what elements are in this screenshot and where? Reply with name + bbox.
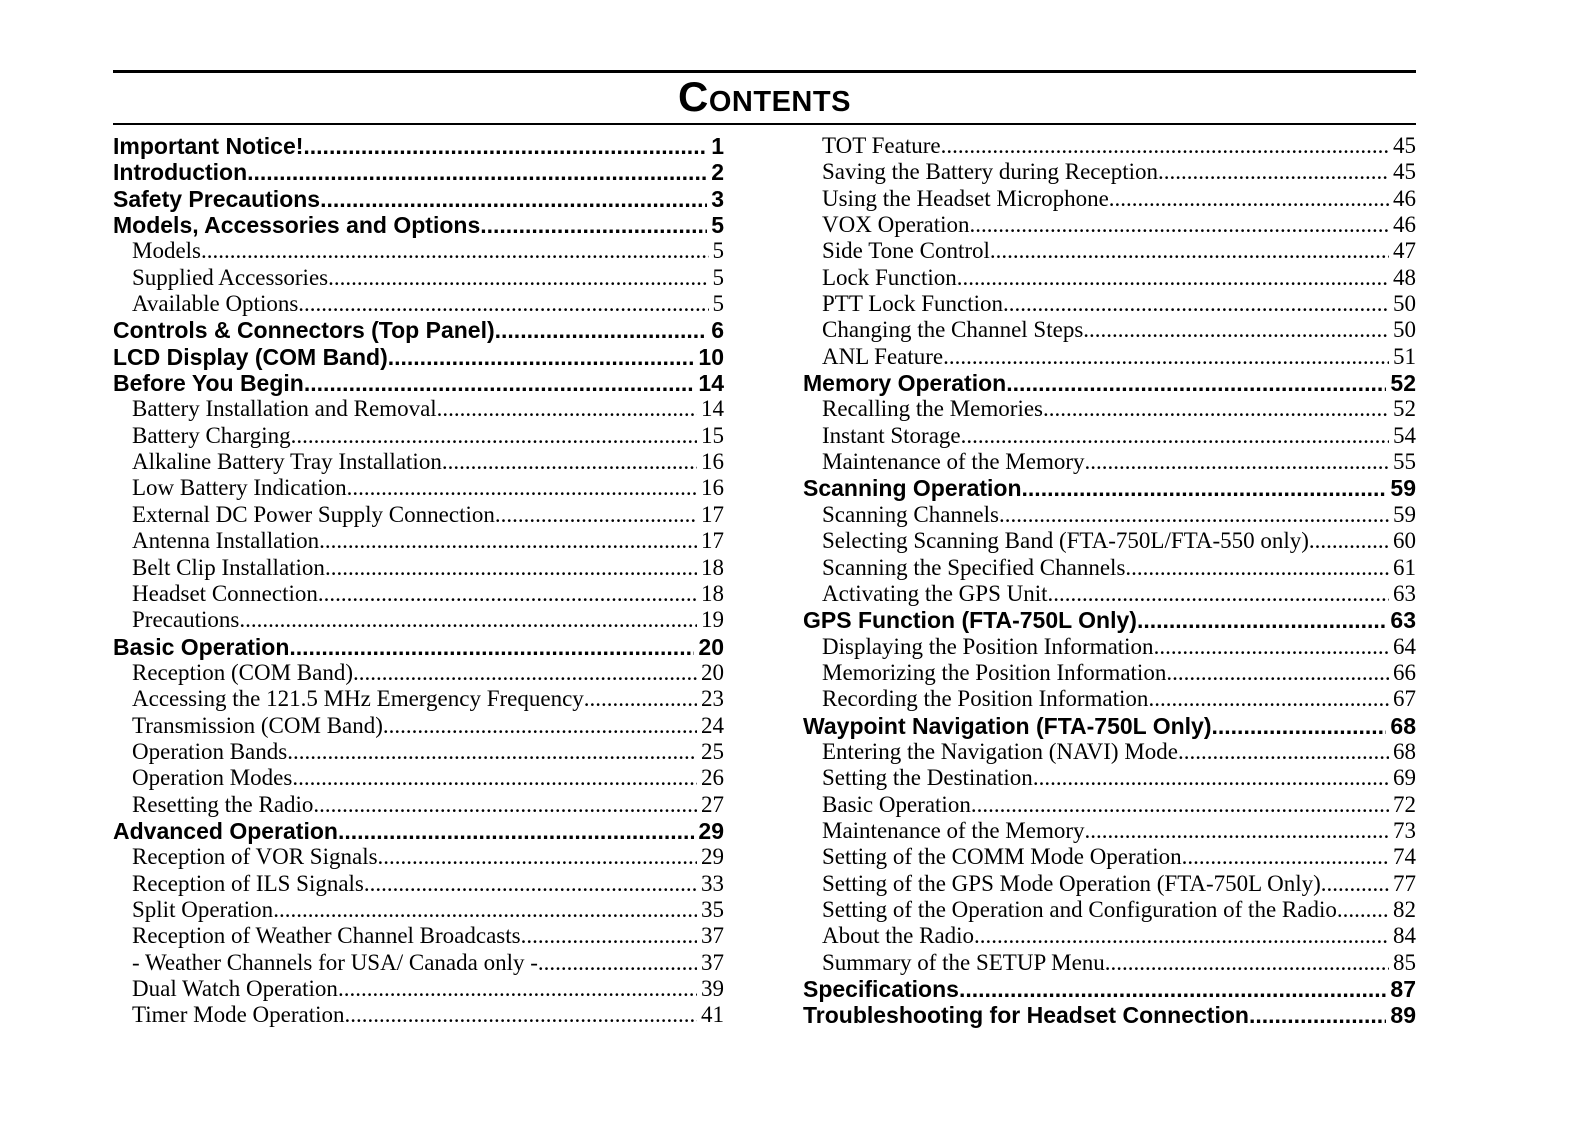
dot-leader bbox=[442, 449, 697, 475]
toc-subsection-entry[interactable] bbox=[113, 713, 724, 739]
toc-entry-label: Selecting Scanning Band (FTA-750L/FTA-550 only) bbox=[822, 528, 1309, 554]
toc-section-entry[interactable] bbox=[113, 344, 724, 370]
toc-entry-label: Basic Operation bbox=[113, 633, 290, 660]
dot-leader bbox=[1154, 634, 1389, 660]
toc-section-entry[interactable] bbox=[803, 713, 1416, 739]
toc-entry-label: Side Tone Control bbox=[822, 238, 990, 264]
toc-entry-page-number: 10 bbox=[698, 343, 724, 370]
toc-subsection-entry[interactable] bbox=[113, 291, 724, 317]
toc-entry-label: Headset Connection bbox=[132, 580, 318, 606]
dot-leader bbox=[201, 238, 709, 264]
toc-entry-page-number: 5 bbox=[712, 291, 724, 317]
toc-entry-page-number: 14 bbox=[701, 396, 724, 422]
toc-subsection-entry[interactable] bbox=[113, 238, 724, 264]
dot-leader bbox=[247, 159, 707, 185]
toc-entry-page-number: 16 bbox=[701, 475, 724, 501]
dot-leader bbox=[538, 950, 697, 976]
dot-leader bbox=[239, 607, 697, 633]
toc-entry-page-number: 85 bbox=[1393, 949, 1416, 975]
toc-subsection-entry[interactable] bbox=[113, 923, 724, 949]
toc-entry-page-number: 61 bbox=[1393, 554, 1416, 580]
toc-subsection-entry[interactable] bbox=[113, 423, 724, 449]
toc-entry-page-number: 46 bbox=[1393, 185, 1416, 211]
toc-subsection-entry[interactable] bbox=[803, 502, 1416, 528]
toc-subsection-entry[interactable] bbox=[803, 792, 1416, 818]
toc-entry-page-number: 25 bbox=[701, 738, 724, 764]
toc-subsection-entry[interactable] bbox=[803, 555, 1416, 581]
dot-leader bbox=[1006, 370, 1386, 396]
toc-entry-label: Advanced Operation bbox=[113, 817, 338, 844]
dot-leader bbox=[971, 792, 1389, 818]
toc-entry-page-number: 74 bbox=[1393, 844, 1416, 870]
toc-entry-page-number: 26 bbox=[701, 765, 724, 791]
dot-leader bbox=[1003, 291, 1389, 317]
toc-entry-label: Lock Function bbox=[822, 264, 957, 290]
toc-entry-page-number: 18 bbox=[701, 554, 724, 580]
toc-subsection-entry[interactable] bbox=[803, 423, 1416, 449]
toc-section-entry[interactable] bbox=[113, 317, 724, 343]
toc-entry-label: Battery Charging bbox=[132, 422, 291, 448]
toc-entry-label: Troubleshooting for Headset Connection bbox=[803, 1002, 1249, 1029]
toc-entry-page-number: 17 bbox=[701, 501, 724, 527]
toc-entry-label: VOX Operation bbox=[822, 212, 970, 238]
dot-leader bbox=[292, 765, 697, 791]
toc-entry-page-number: 37 bbox=[701, 923, 724, 949]
toc-entry-page-number: 5 bbox=[712, 238, 724, 264]
toc-entry-label: Reception of VOR Signals bbox=[132, 844, 378, 870]
dot-leader bbox=[325, 555, 697, 581]
toc-entry-page-number: 52 bbox=[1390, 370, 1416, 397]
dot-leader bbox=[480, 212, 707, 238]
toc-entry-page-number: 66 bbox=[1393, 659, 1416, 685]
dot-leader bbox=[287, 739, 697, 765]
dot-leader bbox=[1148, 686, 1389, 712]
toc-subsection-entry[interactable] bbox=[803, 950, 1416, 976]
dot-leader bbox=[970, 212, 1389, 238]
toc-subsection-entry[interactable] bbox=[113, 950, 724, 976]
dot-leader bbox=[353, 660, 697, 686]
toc-entry-page-number: 46 bbox=[1393, 212, 1416, 238]
toc-entry-page-number: 59 bbox=[1393, 501, 1416, 527]
toc-entry-page-number: 73 bbox=[1393, 817, 1416, 843]
toc-subsection-entry[interactable] bbox=[803, 133, 1416, 159]
dot-leader bbox=[957, 265, 1389, 291]
dot-leader bbox=[345, 1002, 697, 1028]
toc-entry-page-number: 6 bbox=[711, 317, 724, 344]
toc-subsection-entry[interactable] bbox=[113, 739, 724, 765]
dot-leader bbox=[1043, 396, 1389, 422]
dot-leader bbox=[521, 923, 697, 949]
toc-entry-label: Antenna Installation bbox=[132, 528, 320, 554]
dot-leader bbox=[303, 133, 707, 159]
toc-entry-label: TOT Feature bbox=[822, 133, 941, 158]
toc-subsection-entry[interactable] bbox=[113, 765, 724, 791]
dot-leader bbox=[990, 238, 1389, 264]
dot-leader bbox=[959, 976, 1386, 1002]
dot-leader bbox=[1125, 555, 1389, 581]
dot-leader bbox=[319, 528, 697, 554]
toc-subsection-entry[interactable] bbox=[803, 844, 1416, 870]
toc-subsection-entry[interactable] bbox=[113, 660, 724, 686]
toc-subsection-entry[interactable] bbox=[113, 581, 724, 607]
toc-subsection-entry[interactable] bbox=[113, 528, 724, 554]
toc-entry-label: Scanning Channels bbox=[822, 501, 999, 527]
toc-subsection-entry[interactable] bbox=[803, 686, 1416, 712]
dot-leader bbox=[1137, 607, 1386, 633]
toc-entry-page-number: 2 bbox=[711, 159, 724, 186]
dot-leader bbox=[273, 897, 697, 923]
dot-leader bbox=[328, 265, 708, 291]
toc-entry-label: Maintenance of the Memory bbox=[822, 817, 1085, 843]
dot-leader bbox=[320, 186, 707, 212]
toc-entry-label: Battery Installation and Removal bbox=[132, 396, 437, 422]
toc-entry-label: - Weather Channels for USA/ Canada only - bbox=[132, 949, 538, 975]
toc-subsection-entry[interactable] bbox=[803, 660, 1416, 686]
toc-entry-page-number: 68 bbox=[1390, 712, 1416, 739]
toc-entry-label: External DC Power Supply Connection bbox=[132, 501, 495, 527]
toc-entry-page-number: 55 bbox=[1393, 449, 1416, 475]
toc-subsection-entry[interactable] bbox=[803, 528, 1416, 554]
toc-entry-page-number: 19 bbox=[701, 607, 724, 633]
toc-subsection-entry[interactable] bbox=[803, 871, 1416, 897]
toc-entry-label: Operation Bands bbox=[132, 738, 288, 764]
toc-entry-page-number: 72 bbox=[1393, 791, 1416, 817]
toc-subsection-entry[interactable] bbox=[803, 818, 1416, 844]
toc-entry-label: Setting of the COMM Mode Operation bbox=[822, 844, 1182, 870]
dot-leader bbox=[1166, 660, 1389, 686]
dot-leader bbox=[1033, 765, 1389, 791]
toc-entry-label: Memory Operation bbox=[803, 370, 1007, 397]
toc-subsection-entry[interactable] bbox=[113, 502, 724, 528]
toc-subsection-entry[interactable] bbox=[803, 317, 1416, 343]
toc-subsection-entry[interactable] bbox=[113, 1002, 724, 1028]
toc-entry-label: PTT Lock Function bbox=[822, 291, 1004, 317]
dot-leader bbox=[495, 502, 697, 528]
dot-leader bbox=[1085, 818, 1390, 844]
toc-entry-label: Controls & Connectors (Top Panel) bbox=[113, 317, 495, 344]
toc-entry-label: Instant Storage bbox=[822, 422, 961, 448]
toc-subsection-entry[interactable] bbox=[803, 739, 1416, 765]
dot-leader bbox=[1158, 159, 1389, 185]
dot-leader bbox=[1085, 449, 1390, 475]
dot-leader bbox=[1182, 844, 1389, 870]
toc-entry-label: Scanning the Specified Channels bbox=[822, 554, 1126, 580]
toc-entry-label: Memorizing the Position Information bbox=[822, 659, 1167, 685]
toc-entry-label: Entering the Navigation (NAVI) Mode bbox=[822, 738, 1178, 764]
dot-leader bbox=[1212, 713, 1387, 739]
toc-entry-label: Models bbox=[132, 238, 201, 264]
toc-entry-page-number: 51 bbox=[1393, 343, 1416, 369]
dot-leader bbox=[388, 344, 695, 370]
toc-subsection-entry[interactable] bbox=[803, 265, 1416, 291]
toc-entry-page-number: 5 bbox=[711, 212, 724, 239]
toc-entry-label: Reception (COM Band) bbox=[132, 659, 354, 685]
toc-entry-label: Reception of Weather Channel Broadcasts bbox=[132, 923, 521, 949]
toc-entry-label: Reception of ILS Signals bbox=[132, 870, 364, 896]
toc-entry-page-number: 52 bbox=[1393, 396, 1416, 422]
toc-entry-page-number: 60 bbox=[1393, 528, 1416, 554]
toc-subsection-entry[interactable] bbox=[803, 212, 1416, 238]
toc-entry-label: Resetting the Radio bbox=[132, 791, 314, 817]
toc-subsection-entry[interactable] bbox=[803, 634, 1416, 660]
toc-subsection-entry[interactable] bbox=[113, 555, 724, 581]
toc-entry-label: Using the Headset Microphone bbox=[822, 185, 1109, 211]
dot-leader bbox=[289, 634, 694, 660]
toc-subsection-entry[interactable] bbox=[113, 265, 724, 291]
toc-entry-page-number: 48 bbox=[1393, 264, 1416, 290]
toc-subsection-entry[interactable] bbox=[113, 449, 724, 475]
dot-leader bbox=[291, 423, 697, 449]
toc-subsection-entry[interactable] bbox=[113, 396, 724, 422]
toc-entry-label: ANL Feature bbox=[822, 343, 944, 369]
dot-leader bbox=[1109, 186, 1389, 212]
toc-entry-page-number: 15 bbox=[701, 422, 724, 448]
toc-entry-label: Transmission (COM Band) bbox=[132, 712, 383, 738]
toc-subsection-entry[interactable] bbox=[803, 159, 1416, 185]
toc-subsection-entry[interactable] bbox=[113, 475, 724, 501]
toc-entry-page-number: 69 bbox=[1393, 765, 1416, 791]
toc-section-entry[interactable] bbox=[113, 818, 724, 844]
toc-entry-label: LCD Display (COM Band) bbox=[113, 343, 388, 370]
toc-entry-page-number: 59 bbox=[1390, 475, 1416, 502]
toc-entry-page-number: 37 bbox=[701, 949, 724, 975]
toc-entry-page-number: 23 bbox=[701, 686, 724, 712]
toc-subsection-entry[interactable] bbox=[113, 897, 724, 923]
toc-entry-page-number: 63 bbox=[1393, 580, 1416, 606]
toc-entry-page-number: 77 bbox=[1393, 870, 1416, 896]
dot-leader bbox=[437, 396, 697, 422]
dot-leader bbox=[347, 475, 697, 501]
toc-left-column bbox=[113, 133, 724, 1029]
toc-entry-page-number: 16 bbox=[701, 449, 724, 475]
toc-entry-label: Dual Watch Operation bbox=[132, 976, 338, 1001]
toc-entry-page-number: 29 bbox=[701, 844, 724, 870]
toc-entry-page-number: 45 bbox=[1393, 133, 1416, 158]
toc-section-entry[interactable] bbox=[803, 370, 1416, 396]
toc-entry-label: Low Battery Indication bbox=[132, 475, 347, 501]
dot-leader bbox=[495, 317, 708, 343]
dot-leader bbox=[304, 370, 695, 396]
dot-leader bbox=[584, 686, 697, 712]
dot-leader bbox=[1321, 871, 1389, 897]
dot-leader bbox=[999, 502, 1389, 528]
dot-leader bbox=[298, 291, 708, 317]
toc-subsection-entry[interactable] bbox=[803, 449, 1416, 475]
toc-subsection-entry[interactable] bbox=[803, 291, 1416, 317]
toc-entry-page-number: 54 bbox=[1393, 422, 1416, 448]
toc-section-entry[interactable] bbox=[113, 212, 724, 238]
toc-entry-label: Before You Begin bbox=[113, 370, 304, 397]
toc-subsection-entry[interactable] bbox=[113, 871, 724, 897]
toc-subsection-entry[interactable] bbox=[803, 923, 1416, 949]
toc-entry-page-number: 41 bbox=[701, 1002, 724, 1028]
toc-entry-page-number: 67 bbox=[1393, 686, 1416, 712]
toc-entry-page-number: 27 bbox=[701, 791, 724, 817]
toc-entry-label: Timer Mode Operation bbox=[132, 1002, 345, 1028]
toc-section-entry[interactable] bbox=[113, 370, 724, 396]
toc-entry-label: Available Options bbox=[132, 291, 299, 317]
toc-entry-label: Recalling the Memories bbox=[822, 396, 1043, 422]
toc-entry-page-number: 20 bbox=[701, 659, 724, 685]
dot-leader bbox=[1022, 475, 1387, 501]
toc-entry-label: Accessing the 121.5 MHz Emergency Frequency bbox=[132, 686, 584, 712]
toc-section-entry[interactable] bbox=[803, 475, 1416, 501]
toc-entry-page-number: 29 bbox=[698, 817, 724, 844]
toc-entry-page-number: 1 bbox=[711, 133, 724, 159]
toc-entry-page-number: 47 bbox=[1393, 238, 1416, 264]
toc-section-entry[interactable] bbox=[113, 186, 724, 212]
toc-entry-page-number: 64 bbox=[1393, 633, 1416, 659]
toc-section-entry[interactable] bbox=[803, 976, 1416, 1002]
toc-entry-page-number: 33 bbox=[701, 870, 724, 896]
toc-entry-label: Precautions bbox=[132, 607, 240, 633]
toc-entry-label: Maintenance of the Memory bbox=[822, 449, 1085, 475]
page-title: Contents bbox=[678, 73, 851, 120]
toc-entry-page-number: 18 bbox=[701, 580, 724, 606]
toc-entry-label: About the Radio bbox=[822, 923, 975, 949]
toc-section-entry[interactable] bbox=[113, 159, 724, 185]
toc-section-entry[interactable] bbox=[803, 607, 1416, 633]
toc-entry-label: Introduction bbox=[113, 159, 248, 186]
toc-entry-label: GPS Function (FTA-750L Only) bbox=[803, 607, 1137, 634]
toc-entry-page-number: 24 bbox=[701, 712, 724, 738]
toc-entry-label: Safety Precautions bbox=[113, 185, 321, 212]
dot-leader bbox=[974, 923, 1389, 949]
toc-entry-page-number: 82 bbox=[1393, 896, 1416, 922]
toc-subsection-entry[interactable] bbox=[803, 238, 1416, 264]
toc-subsection-entry[interactable] bbox=[113, 607, 724, 633]
toc-entry-page-number: 35 bbox=[701, 896, 724, 922]
toc-entry-page-number: 50 bbox=[1393, 291, 1416, 317]
toc-right-column bbox=[803, 133, 1416, 1029]
dot-leader bbox=[1048, 581, 1389, 607]
toc-entry-page-number: 89 bbox=[1390, 1002, 1416, 1029]
toc-entry-label: Summary of the SETUP Menu bbox=[822, 949, 1105, 975]
toc-entry-label: Changing the Channel Steps bbox=[822, 317, 1084, 343]
dot-leader bbox=[1083, 317, 1389, 343]
toc-entry-label: Specifications bbox=[803, 976, 959, 1002]
toc-section-entry[interactable] bbox=[113, 634, 724, 660]
toc-entry-label: Basic Operation bbox=[822, 791, 971, 817]
dot-leader bbox=[338, 818, 694, 844]
toc-entry-page-number: 17 bbox=[701, 528, 724, 554]
toc-entry-page-number: 50 bbox=[1393, 317, 1416, 343]
toc-entry-label: Setting the Destination bbox=[822, 765, 1033, 791]
toc-subsection-entry[interactable] bbox=[803, 581, 1416, 607]
dot-leader bbox=[313, 792, 697, 818]
toc-entry-label: Setting of the Operation and Configuration of the Radio bbox=[822, 896, 1337, 922]
dot-leader bbox=[1178, 739, 1389, 765]
toc-entry-page-number: 14 bbox=[698, 370, 724, 397]
toc-entry-page-number: 84 bbox=[1393, 923, 1416, 949]
toc-subsection-entry[interactable] bbox=[803, 186, 1416, 212]
toc-entry-label: Saving the Battery during Reception bbox=[822, 159, 1158, 185]
dot-leader bbox=[338, 976, 697, 1002]
toc-entry-label: Displaying the Position Information bbox=[822, 633, 1154, 659]
dot-leader bbox=[961, 423, 1389, 449]
toc-entry-label: Activating the GPS Unit bbox=[822, 580, 1048, 606]
toc-entry-page-number: 87 bbox=[1390, 976, 1416, 1002]
toc-entry-label: Supplied Accessories bbox=[132, 264, 329, 290]
toc-entry-label: Split Operation bbox=[132, 896, 274, 922]
toc-entry-label: Operation Modes bbox=[132, 765, 293, 791]
toc-subsection-entry[interactable] bbox=[803, 396, 1416, 422]
dot-leader bbox=[1309, 528, 1389, 554]
toc-subsection-entry[interactable] bbox=[113, 792, 724, 818]
toc-subsection-entry[interactable] bbox=[803, 897, 1416, 923]
dot-leader bbox=[943, 344, 1389, 370]
toc-entry-page-number: 5 bbox=[712, 264, 724, 290]
toc-entry-label: Important Notice! bbox=[113, 133, 304, 159]
dot-leader bbox=[318, 581, 697, 607]
toc-subsection-entry[interactable] bbox=[803, 344, 1416, 370]
dot-leader bbox=[378, 844, 697, 870]
toc-entry-page-number: 20 bbox=[698, 633, 724, 660]
dot-leader bbox=[1105, 950, 1389, 976]
toc-entry-label: Setting of the GPS Mode Operation (FTA-750L Only) bbox=[822, 870, 1321, 896]
toc-section-entry[interactable] bbox=[113, 133, 724, 159]
toc-entry-label: Recording the Position Information bbox=[822, 686, 1149, 712]
toc-subsection-entry[interactable] bbox=[113, 844, 724, 870]
toc-entry-label: Scanning Operation bbox=[803, 475, 1022, 502]
toc-entry-page-number: 45 bbox=[1393, 159, 1416, 185]
toc-subsection-entry[interactable] bbox=[113, 686, 724, 712]
toc-entry-label: Waypoint Navigation (FTA-750L Only) bbox=[803, 712, 1212, 739]
toc-subsection-entry[interactable] bbox=[113, 976, 724, 1002]
dot-leader bbox=[941, 133, 1389, 159]
toc-entry-page-number: 68 bbox=[1393, 738, 1416, 764]
toc-subsection-entry[interactable] bbox=[803, 765, 1416, 791]
toc-entry-label: Alkaline Battery Tray Installation bbox=[132, 449, 442, 475]
toc-entry-page-number: 39 bbox=[701, 976, 724, 1001]
title-underline bbox=[113, 123, 1416, 125]
dot-leader bbox=[1249, 1002, 1386, 1028]
toc-entry-label: Models, Accessories and Options bbox=[113, 212, 481, 239]
toc-entry-label: Belt Clip Installation bbox=[132, 554, 325, 580]
toc-entry-page-number: 63 bbox=[1390, 607, 1416, 634]
toc-section-entry[interactable] bbox=[803, 1002, 1416, 1028]
dot-leader bbox=[1337, 897, 1389, 923]
dot-leader bbox=[364, 871, 697, 897]
toc-entry-page-number: 3 bbox=[711, 185, 724, 212]
dot-leader bbox=[383, 713, 697, 739]
